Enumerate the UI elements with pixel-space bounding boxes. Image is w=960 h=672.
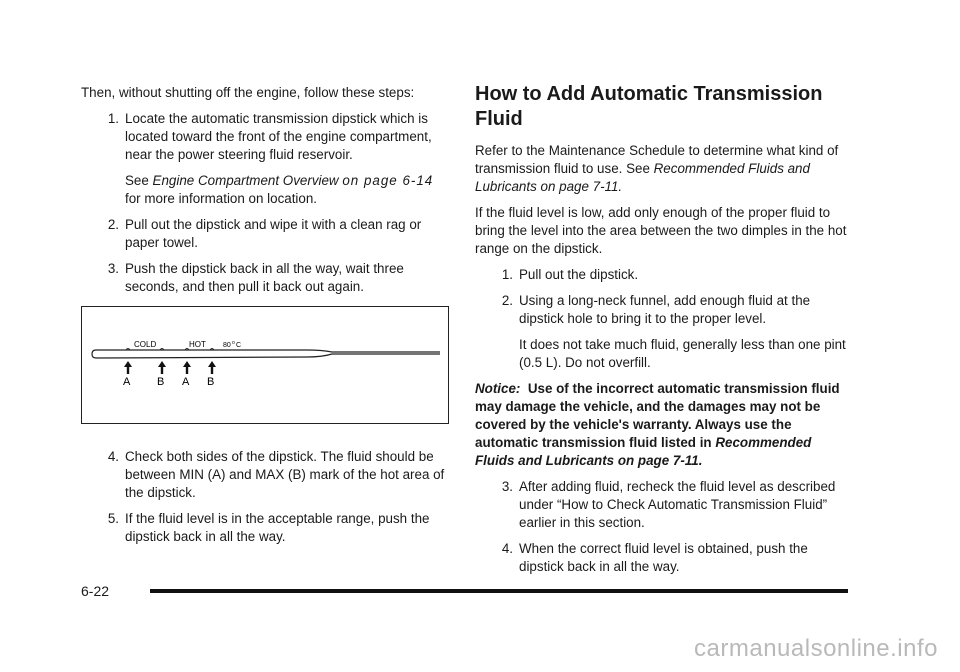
step-number: 3. xyxy=(501,479,513,494)
temp-label: 80 xyxy=(223,342,231,349)
step-number: 4. xyxy=(107,449,119,464)
step-text: After adding fluid, recheck the fluid level as described under “How to Check Automatic Transmission Fluid” earlier in this section. xyxy=(519,479,836,530)
add-step-1 xyxy=(485,266,850,284)
section-heading: How to Add Automatic Transmission Fluid xyxy=(475,83,823,130)
marker-b: B xyxy=(157,376,165,388)
step-3 xyxy=(91,260,451,296)
marker-a: A xyxy=(123,376,131,388)
notice-block xyxy=(475,380,850,470)
step-text: Push the dipstick back in all the way, wait three seconds, and then pull it back out again. xyxy=(125,261,404,294)
cross-reference-link[interactable]: Recommended Fluids and Lubricants on page 7-11. xyxy=(475,435,812,468)
step-text: Pull out the dipstick. xyxy=(519,267,639,282)
step-number: 1. xyxy=(107,111,119,126)
step-number: 3. xyxy=(107,261,119,276)
step-2 xyxy=(91,216,451,252)
step-text: When the correct fluid level is obtained, push the dipstick back in all the way. xyxy=(519,541,808,574)
step-text: Using a long-neck funnel, add enough fluid at the dipstick hole to bring it to the proper level. xyxy=(519,293,811,326)
arrow-up-icon xyxy=(124,361,216,374)
step-note: It does not take much fluid, generally less than one pint (0.5 L). Do not overfill. xyxy=(519,337,846,370)
paragraph-intro: Refer to the Maintenance Schedule to determine what kind of transmission fluid to use. See Recommended Fluids and Lubricants on page 7-11. xyxy=(475,143,839,194)
cross-reference-link[interactable]: Recommended Fluids and Lubricants on page 7-11. xyxy=(475,161,810,194)
temp-unit: C xyxy=(236,342,242,349)
dipstick-figure xyxy=(81,306,449,424)
notice-label: Notice: xyxy=(475,381,521,396)
right-column xyxy=(475,82,850,584)
degree-mark: o xyxy=(232,340,235,346)
cross-reference-link[interactable]: Engine Compartment Overview on page 6-14 xyxy=(152,173,434,188)
marker-b: B xyxy=(207,376,215,388)
hot-label: HOT xyxy=(189,340,206,349)
step-number: 4. xyxy=(501,541,513,556)
cold-label: COLD xyxy=(134,340,157,349)
step-number: 2. xyxy=(501,293,513,308)
step-text: Check both sides of the dipstick. The fluid should be between MIN (A) and MAX (B) mark of the hot area of the dipstick. xyxy=(125,449,445,500)
add-step-4 xyxy=(485,540,850,576)
step-4 xyxy=(91,448,451,502)
dipstick-illustration xyxy=(82,307,450,425)
see-reference: See Engine Compartment Overview on page 6-14 for more information on location. xyxy=(125,173,434,206)
notice-text: Use of the incorrect automatic transmission fluid may damage the vehicle, and the damages may not be covered by the vehicle's warranty. Always use the automatic transmission fluid listed in xyxy=(475,381,840,450)
intro-text: Then, without shutting off the engine, follow these steps: xyxy=(81,85,415,100)
step-5 xyxy=(91,510,451,546)
page-number: 6-22 xyxy=(81,583,110,599)
step-text: Locate the automatic transmission dipstick which is located toward the front of the engine compartment, near the power steering fluid reservoir. xyxy=(125,111,432,162)
add-step-2 xyxy=(485,292,850,328)
step-1 xyxy=(91,110,451,164)
footer-divider xyxy=(150,589,848,593)
watermark: carmanualsonline.info xyxy=(694,635,938,662)
step-number: 5. xyxy=(107,511,119,526)
step-number: 1. xyxy=(501,267,513,282)
add-step-3 xyxy=(485,478,850,532)
step-text: Pull out the dipstick and wipe it with a clean rag or paper towel. xyxy=(125,217,422,250)
step-number: 2. xyxy=(107,217,119,232)
left-column xyxy=(81,84,451,554)
marker-a: A xyxy=(182,376,190,388)
paragraph-level: If the fluid level is low, add only enough of the proper fluid to bring the level into the area between the two dimples in the hot range on the dipstick. xyxy=(475,205,847,256)
step-text: If the fluid level is in the acceptable range, push the dipstick back in all the way. xyxy=(125,511,430,544)
